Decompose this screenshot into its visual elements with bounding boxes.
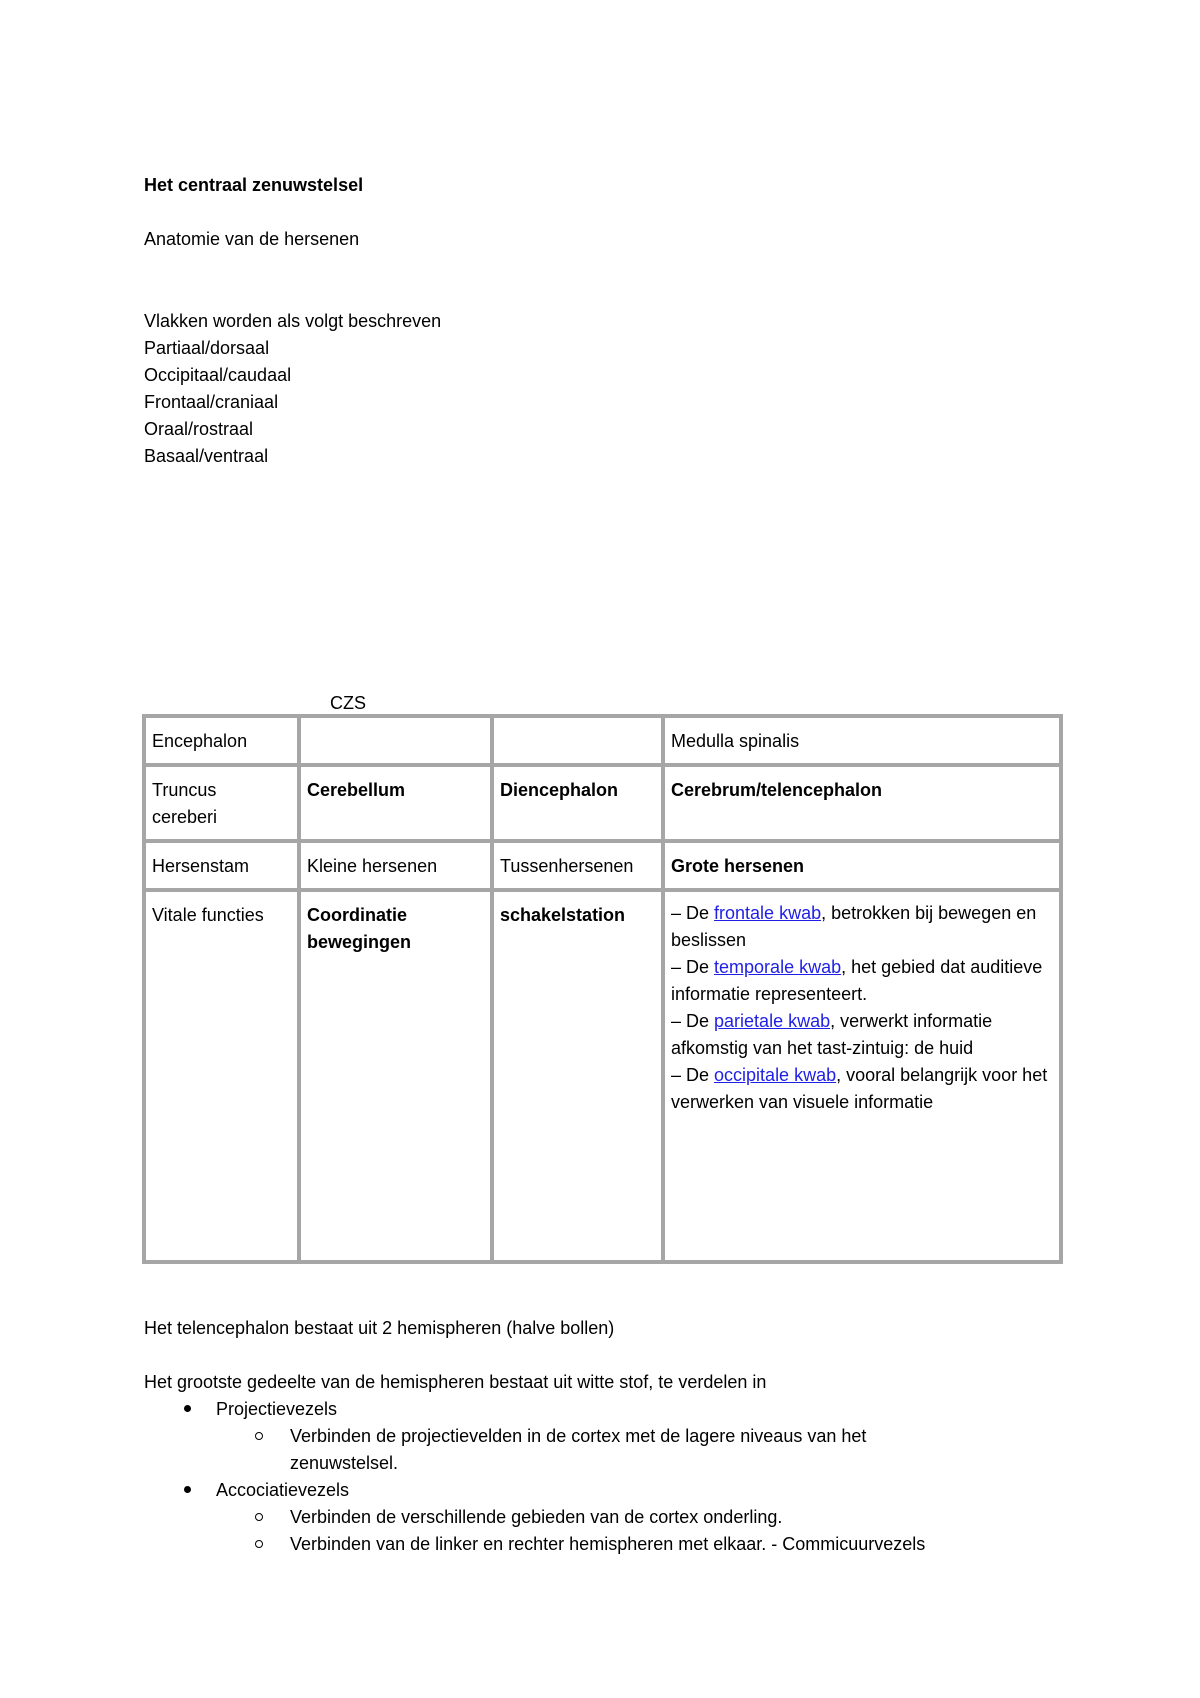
table-cell: Encephalon: [144, 716, 299, 765]
fiber-list: [142, 1396, 1042, 1558]
sub-list-item: Verbinden de verschillende gebieden van de cortex onderling.: [142, 1504, 1042, 1531]
lobe-entry: [671, 900, 1053, 954]
list-item: Accociatievezels: [142, 1477, 1042, 1504]
planes-intro: Vlakken worden als volgt beschreven: [144, 311, 442, 331]
table-row: [144, 841, 1061, 890]
plane-item: Oraal/rostraal: [144, 419, 254, 439]
table-cell: Coordinatie bewegingen: [299, 890, 492, 1262]
lobe-description: , vooral belangrijk voor het verwerken van visuele informatie: [671, 1065, 1048, 1112]
list-item: Projectievezels: [142, 1396, 1042, 1423]
table-cell: Tussenhersenen: [492, 841, 663, 890]
lobe-description: , verwerkt informatie afkomstig van het tast-zintuig: de huid: [671, 1011, 993, 1058]
table-cell: Vitale functies: [144, 890, 299, 1262]
table-cell: [492, 716, 663, 765]
paragraph: Het telencephalon bestaat uit 2 hemispheren (halve bollen): [144, 1318, 615, 1338]
lobe-description: , het gebied dat auditieve informatie representeert.: [671, 957, 1043, 1004]
lobe-prefix: – De: [671, 1011, 715, 1031]
lobe-prefix: – De: [671, 903, 715, 923]
plane-item: Partiaal/dorsaal: [144, 338, 270, 358]
table-row: [144, 716, 1061, 765]
section-heading: Anatomie van de hersenen: [144, 229, 360, 249]
table-cell: [299, 716, 492, 765]
lobe-entry: [671, 1008, 1053, 1062]
table-cell: Cerebellum: [299, 765, 492, 841]
table-caption: CZS: [330, 693, 366, 713]
sub-list-item: Verbinden de projectievelden in de cortex met de lagere niveaus van het zenuwstelsel.: [142, 1423, 910, 1477]
plane-item: Occipitaal/caudaal: [144, 365, 292, 385]
table-cell: Truncus cereberi: [144, 765, 299, 841]
table-cell: Medulla spinalis: [663, 716, 1061, 765]
occipitale-kwab-link[interactable]: occipitale kwab: [714, 1065, 837, 1085]
plane-item: Frontaal/craniaal: [144, 392, 279, 412]
table-cell: Kleine hersenen: [299, 841, 492, 890]
czs-table: [142, 714, 1063, 1264]
document-title: Het centraal zenuwstelsel: [144, 175, 364, 195]
temporale-kwab-link[interactable]: temporale kwab: [714, 957, 842, 977]
sub-list-item: Verbinden van de linker en rechter hemispheren met elkaar. - Commicuurvezels: [142, 1531, 1042, 1558]
lobes-cell: [663, 890, 1061, 1262]
table-cell: Diencephalon: [492, 765, 663, 841]
lobe-prefix: – De: [671, 1065, 715, 1085]
table-cell: Hersenstam: [144, 841, 299, 890]
paragraph: Het grootste gedeelte van de hemispheren bestaat uit witte stof, te verdelen in: [144, 1372, 767, 1392]
lobe-description: , betrokken bij bewegen en beslissen: [671, 903, 1037, 950]
lobe-entry: [671, 954, 1053, 1008]
lobe-prefix: – De: [671, 957, 715, 977]
table-row: [144, 890, 1061, 1262]
table-cell: Cerebrum/telencephalon: [663, 765, 1061, 841]
table-row: [144, 765, 1061, 841]
table-cell: Grote hersenen: [663, 841, 1061, 890]
plane-item: Basaal/ventraal: [144, 446, 269, 466]
frontale-kwab-link[interactable]: frontale kwab: [714, 903, 822, 923]
table-cell: schakelstation: [492, 890, 663, 1262]
lobe-entry: [671, 1062, 1053, 1116]
parietale-kwab-link[interactable]: parietale kwab: [714, 1011, 831, 1031]
